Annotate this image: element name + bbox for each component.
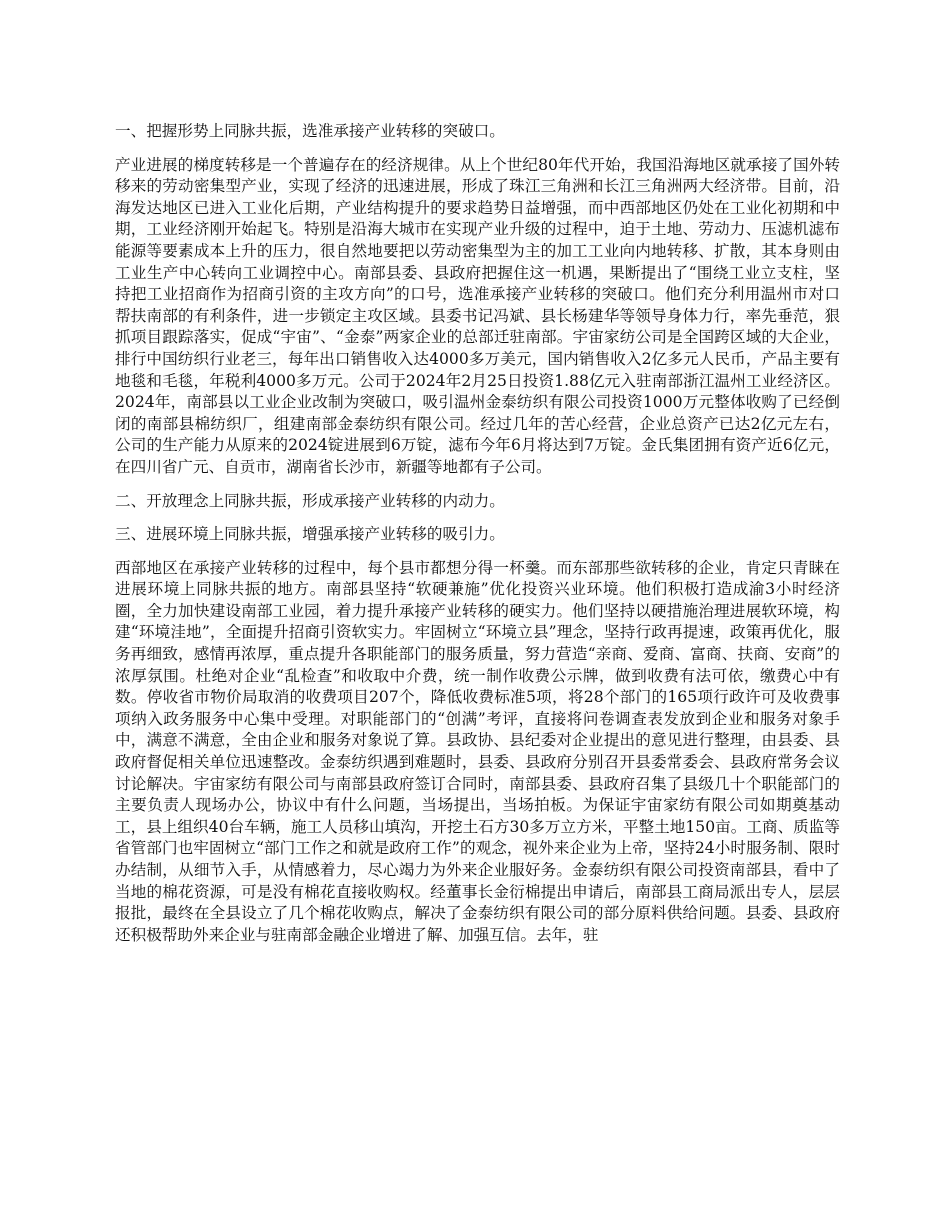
section-heading-3: 三、进展环境上同脉共振，增强承接产业转移的吸引力。 <box>115 525 505 544</box>
paragraph-1: 产业进展的梯度转移是一个普遍存在的经济规律。从上个世纪80年代开始，我国沿海地区就承接了国外转移来的劳动密集型产业，实现了经济的迅速进展，形成了珠江三角洲和长江三角洲两大经济带。目前，沿海发达地区已进入工业化后期，产业结构提升的要求趋势日益增强，而中西部地区仍处在工业化初期和中期，工业经济刚开始起飞。特别是沿海大城市在实现产业升级的过程中，迫于土地、劳动力、压滤机滤布能源等要素成本上升的压力，很自然地要把以劳动密集型为主的加工工业向内地转移、扩散，其本身则由工业生产中心转向工业调控中心。南部县委、县政府把握住这一机遇，果断提出了“围绕工业立支柱，坚持把工业招商作为招商引资的主攻方向”的口号，选准承接产业转移的突破口。他们充分利用温州市对口帮扶南部的有利条件，进一步锁定主攻区域。县委书记冯斌、县长杨建华等领导身体力行，率先垂范，狠抓项目跟踪落实，促成“宇宙”、“金泰”两家企业的总部迁驻南部。宇宙家纺公司是全国跨区域的大企业，排行中国纺织行业老三，每年出口销售收入达4000多万美元，国内销售收入2亿多元人民币，产品主要有地毯和毛毯，年税利4000多万元。公司于2024年2月25日投资1.88亿元入驻南部浙江温州工业经济区。2024年，南部县以工业企业改制为突破口，吸引温州金泰纺织有限公司投资1000万元整体收购了已经倒闭的南部县棉纺织厂，组建南部金泰纺织有限公司。经过几年的苦心经营，企业总资产已达2亿元左右，公司的生产能力从原来的2024锭进展到6万锭，滤布今年6月将达到7万锭。金氏集团拥有资产近6亿元，在四川省广元、自贡市，湖南省长沙市，新疆等地都有子公司。 <box>115 155 840 476</box>
paragraph-2: 西部地区在承接产业转移的过程中，每个县市都想分得一杯羹。而东部那些欲转移的企业，肯定只青睐在进展环境上同脉共振的地方。南部县坚持“软硬兼施”优化投资兴业环境。他们积极打造成渝3小时经济圈，全力加快建设南部工业园，着力提升承接产业转移的硬实力。他们坚持以硬措施治理进展软环境，构建“环境洼地”，全面提升招商引资软实力。牢固树立“环境立县”理念，坚持行政再提速，政策再优化，服务再细致，感情再浓厚，重点提升各职能部门的服务质量，努力营造“亲商、爱商、富商、扶商、安商”的浓厚氛围。杜绝对企业“乱检查”和收取中介费，统一制作收费公示牌，做到收费有法可依，缴费心中有数。停收省市物价局取消的收费项目207个，降低收费标准5项，将28个部门的165项行政许可及收费事项纳入政务服务中心集中受理。对职能部门的“创满”考评，直接将问卷调查表发放到企业和服务对象手中，满意不满意，全由企业和服务对象说了算。县政协、县纪委对企业提出的意见进行整理，由县委、县政府督促相关单位迅速整改。金泰纺织遇到难题时，县委、县政府分别召开县委常委会、县政府常务会议讨论解决。宇宙家纺有限公司与南部县政府签订合同时，南部县委、县政府召集了县级几十个职能部门的主要负责人现场办公，协议中有什么问题，当场提出，当场拍板。为保证宇宙家纺有限公司如期奠基动工，县上组织40台车辆，施工人员移山填沟，开挖土石方30多万立方米，平整土地150亩。工商、质监等省管部门也牢固树立“部门工作之和就是政府工作”的观念，视外来企业为上帝，坚持24小时服务制、限时办结制，从细节入手，从情感着力，尽心竭力为外来企业服好务。金泰纺织有限公司投资南部县，看中了当地的棉花资源，可是没有棉花直接收购权。经董事长金衍棉提出申请后，南部县工商局派出专人，层层报批，最终在全县设立了几个棉花收购点，解决了金泰纺织有限公司的部分原料供给问题。县委、县政府还积极帮助外来企业与驻南部金融企业增进了解、加强互信。去年，驻 <box>115 558 840 944</box>
section-heading-1: 一、把握形势上同脉共振，选准承接产业转移的突破口。 <box>115 122 505 140</box>
document-body <box>115 121 840 958</box>
section-heading-2: 二、开放理念上同脉共振，形成承接产业转移的内动力。 <box>115 491 505 510</box>
